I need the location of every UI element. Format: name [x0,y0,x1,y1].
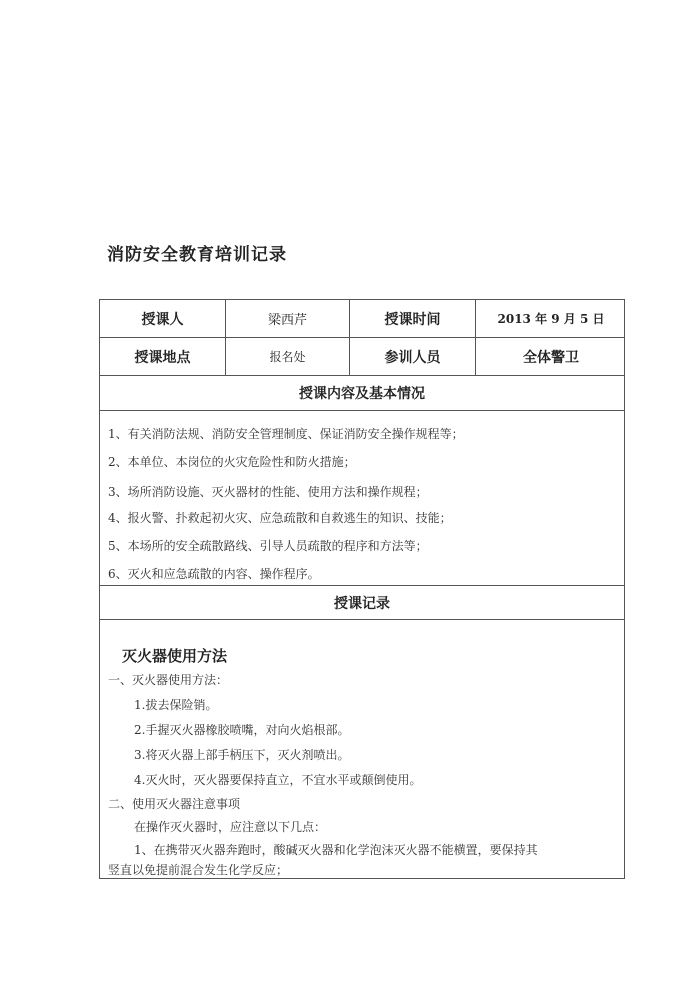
content-list [100,411,624,586]
record-line: 1、在携带灭火器奔跑时，酸碱灭火器和化学泡沫灭火器不能横置，要保持其 [134,843,538,857]
training-time-value: 2013 年 9 月 5 日 [497,312,605,326]
content-item: 4、报火警、扑救起初火灾、应急疏散和自救逃生的知识、技能； [108,511,452,525]
record-line: 2.手握灭火器橡胶喷嘴，对向火焰根部。 [134,723,350,737]
training-record-table [99,299,625,879]
record-section-header: 授课记录 [100,586,624,620]
record-line: 一、灭火器使用方法： [108,673,229,687]
training-time-label: 授课时间 [350,300,476,337]
content-item: 3、场所消防设施、灭火器材的性能、使用方法和操作规程； [108,485,428,499]
record-line: 4.灭火时，灭火器要保持直立，不宜水平或颠倒使用。 [134,773,422,787]
content-item: 1、有关消防法规、消防安全管理制度、保证消防安全操作规程等； [108,427,464,441]
participants-value: 全体警卫 [523,349,579,366]
content-item: 5、本场所的安全疏散路线、引导人员疏散的程序和方法等； [108,539,428,553]
info-row [100,300,624,338]
record-title: 灭火器使用方法 [122,647,228,665]
info-row [100,338,624,376]
record-line: 在操作灭火器时，应注意以下几点： [134,820,327,834]
instructor-label: 授课人 [100,300,226,337]
location-label: 授课地点 [100,338,226,375]
record-body [100,620,624,879]
participants-label: 参训人员 [350,338,476,375]
record-line: 3.将灭火器上部手柄压下，灭火剂喷出。 [134,748,350,762]
record-line: 竖直以免提前混合发生化学反应； [108,863,289,877]
record-line: 二、使用灭火器注意事项 [108,797,241,811]
instructor-value: 梁西芹 [226,300,350,337]
content-section-header: 授课内容及基本情况 [100,376,624,411]
content-item: 2、本单位、本岗位的火灾危险性和防火措施； [108,455,356,469]
record-line: 1.拔去保险销。 [134,698,218,712]
content-item: 6、灭火和应急疏散的内容、操作程序。 [108,567,320,581]
location-value: 报名处 [226,338,350,375]
document-title: 消防安全教育培训记录 [107,245,287,265]
